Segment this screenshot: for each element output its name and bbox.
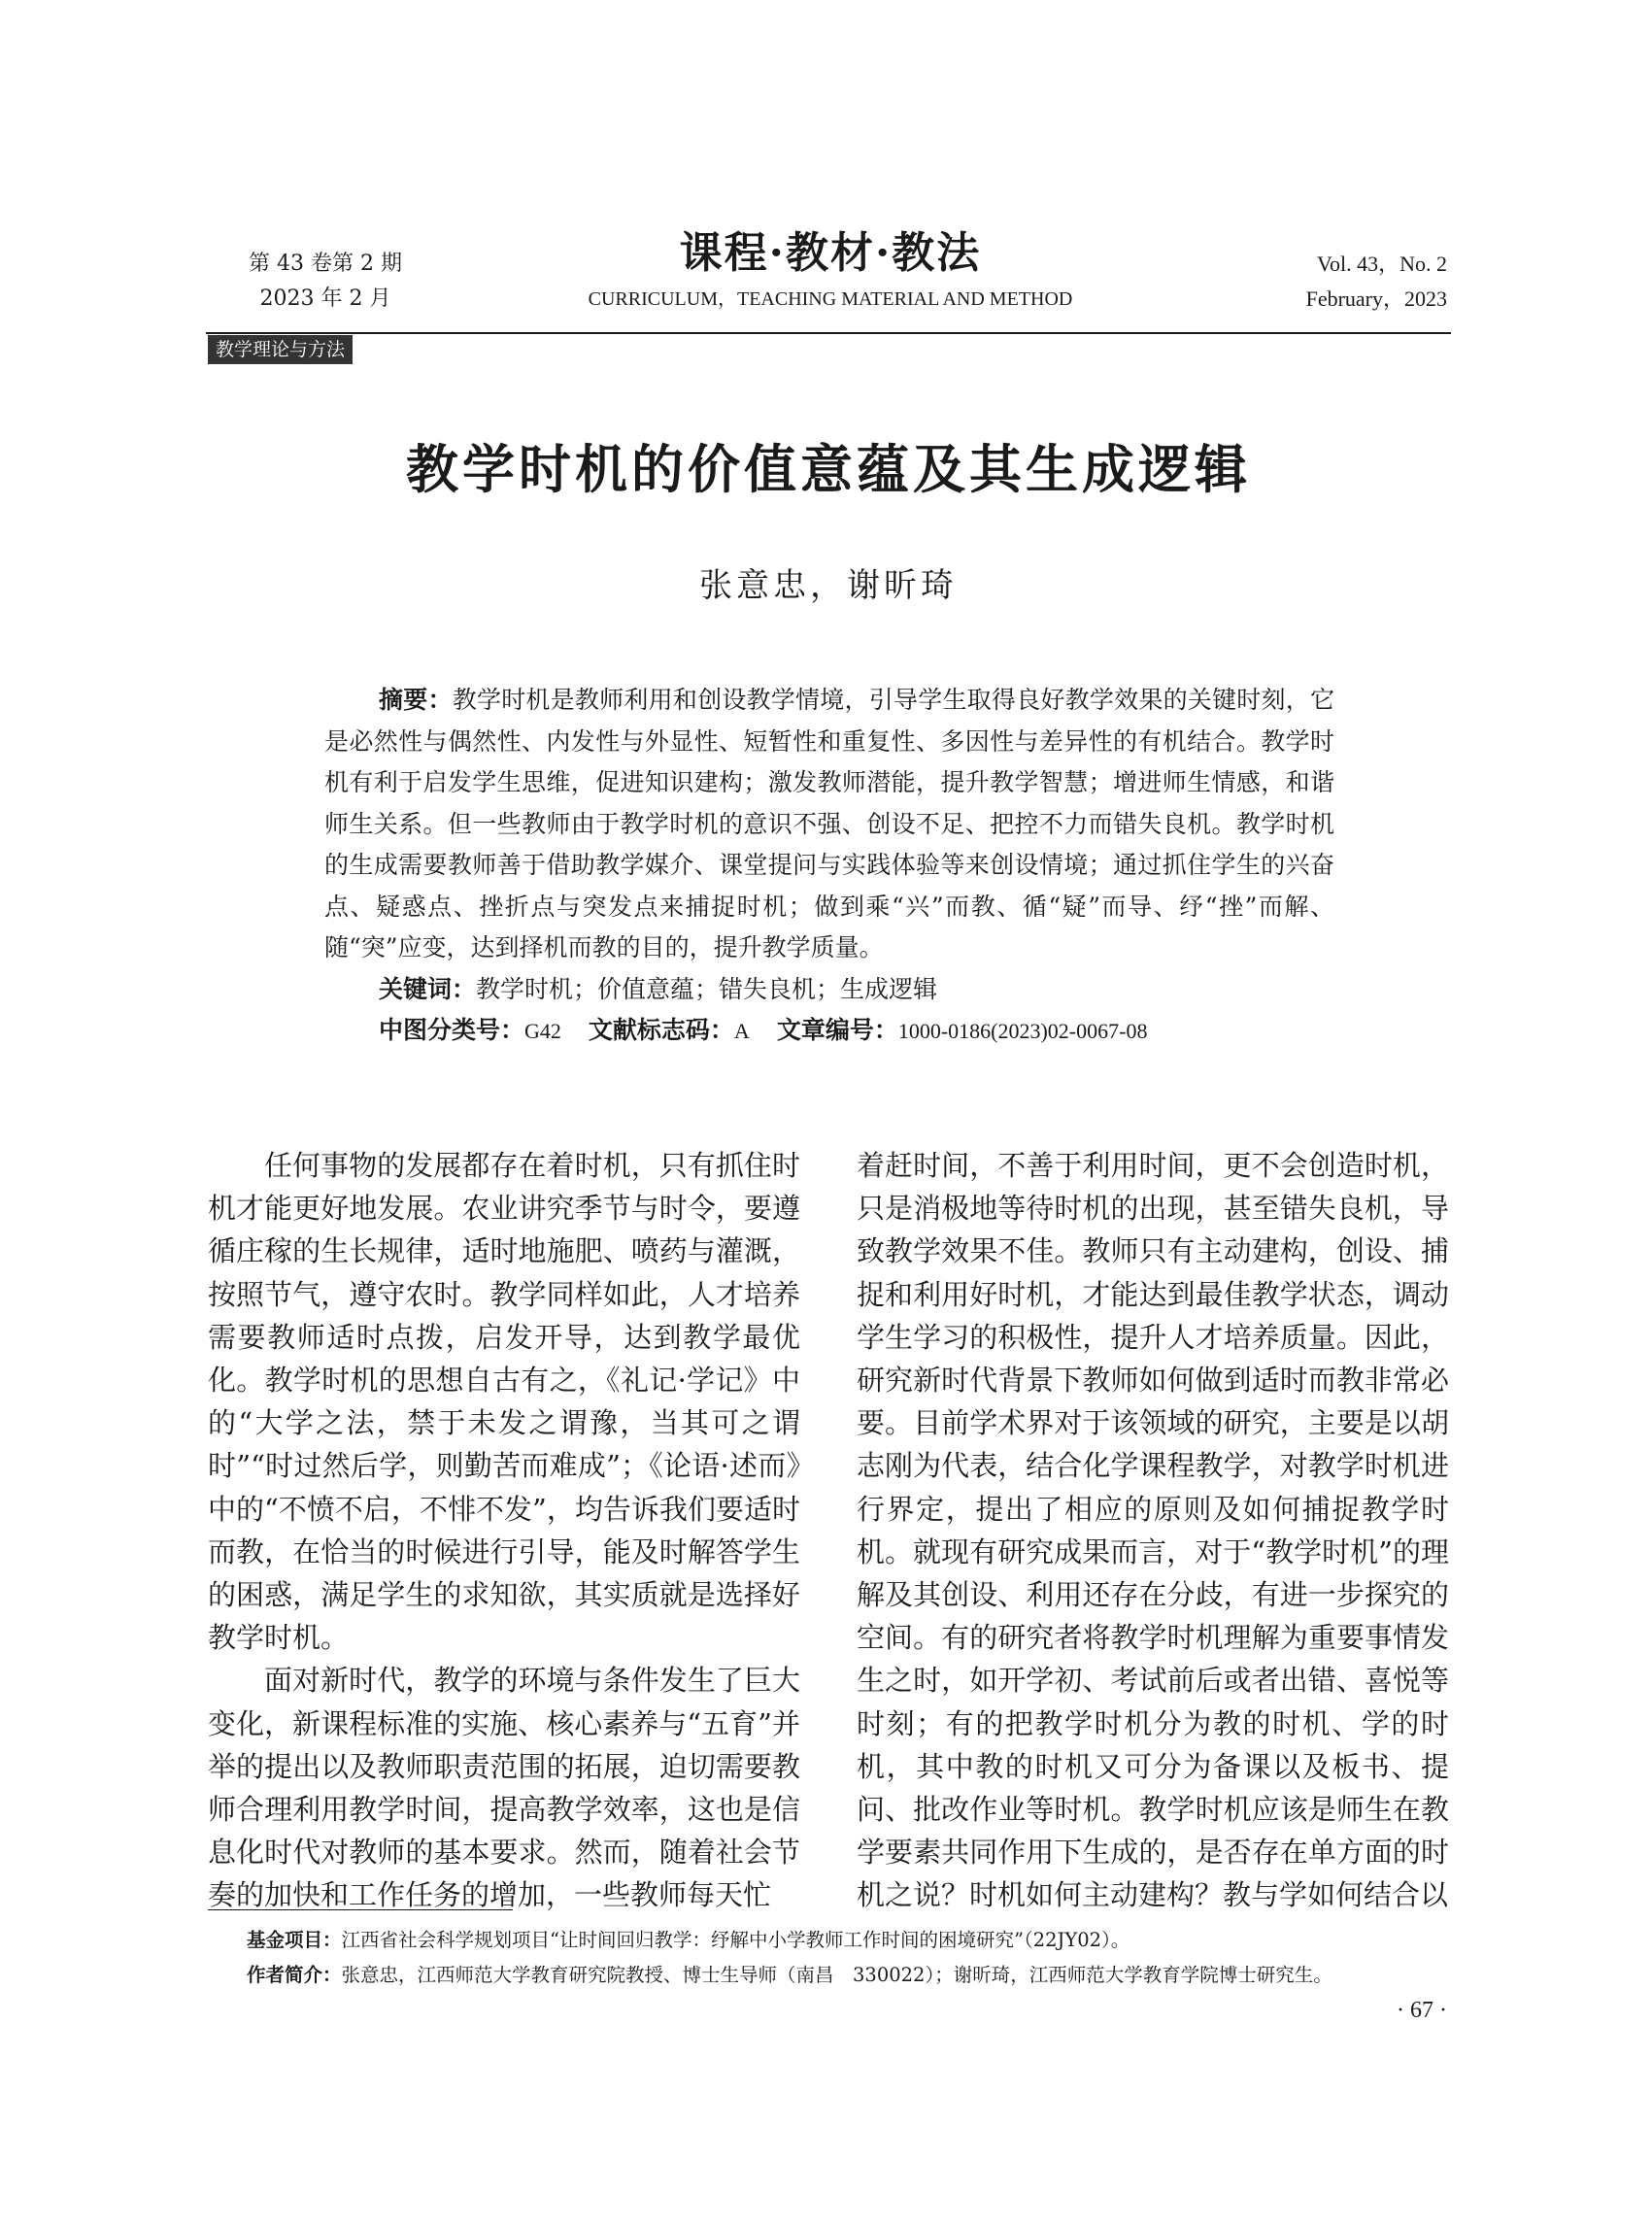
article-authors: 张意忠，谢昕琦 (699, 566, 958, 605)
author-bio-text: 张意忠，江西师范大学教育研究院教授、博士生导师（南昌 330022）；谢昕琦，江西师范大学教育学院博士研究生。 (341, 1964, 1332, 1986)
doc-code-label: 文献标志码： (588, 1016, 734, 1044)
section-tag: 教学理论与方法 (208, 335, 353, 364)
fund-label: 基金项目： (247, 1929, 342, 1951)
body-paragraph: 任何事物的发展都存在着时机，只有抓住时机才能更好地发展。农业讲究季节与时令，要遵循庄稼的生长规律，适时地施肥、喷药与灌溉，按照节气，遵守农时。教学同样如此，人才培养需要教师适时点拨，启发开导，达到教学最优化。教学时机的思想自古有之，《礼记·学记》中的“大学之法，禁于未发之谓豫，当其可之谓时”“时过然后学，则勤苦而难成”；《论语·述而》中的“不愤不启，不悱不发”，均告诉我们要适时而教，在恰当的时候进行引导，能及时解答学生的困惑，满足学生的求知欲，其实质就是选择好教学时机。 (208, 1149, 800, 1655)
date-cn: 2023 年 2 月 (259, 287, 391, 311)
doc-code-value: A (733, 1019, 750, 1043)
article-no-value: 1000-0186(2023)02-0067-08 (897, 1019, 1148, 1043)
body-column-left (208, 1144, 800, 1917)
abstract-label: 摘要： (379, 686, 453, 714)
article-no-label: 文章编号： (776, 1016, 898, 1044)
abstract-block (324, 680, 1334, 1053)
header-rule (206, 332, 1451, 334)
keywords (324, 969, 1334, 1011)
article-title: 教学时机的价值意蕴及其生成逻辑 (406, 439, 1251, 500)
abstract (324, 680, 1334, 969)
page-number: · 67 · (1397, 1998, 1447, 2023)
clc-label: 中图分类号： (379, 1016, 525, 1044)
author-bio-label: 作者简介： (247, 1964, 342, 1986)
footnotes (208, 1923, 1453, 1993)
fund-text: 江西省社会科学规划项目“让时间回归教学：纾解中小学教师工作时间的困境研究”（22JY02）。 (341, 1929, 1130, 1951)
volume-issue-cn: 第 43 卷第 2 期 (249, 252, 402, 276)
footnote-rule (208, 1909, 513, 1910)
keywords-text: 教学时机；价值意蕴；错失良机；生成逻辑 (476, 974, 938, 1003)
body-paragraph: 着赶时间，不善于利用时间，更不会创造时机，只是消极地等待时机的出现，甚至错失良机，导致教学效果不佳。教师只有主动建构，创设、捕捉和利用好时机，才能达到最佳教学状态，调动学生学习的积极性，提升人才培养质量。因此，研究新时代背景下教师如何做到适时而教非常必要。目前学术界对于该领域的研究，主要是以胡志刚为代表，结合化学课程教学，对教学时机进行界定，提出了相应的原则及如何捕捉教学时机。就现有研究成果而言，对于“教学时机”的理解及其创设、利用还存在分歧，有进一步探究的空间。有的研究者将教学时机理解为重要事情发生之时，如开学初、考试前后或者出错、喜悦等时刻；有的把教学时机分为教的时机、学的时机，其中教的时机又可分为备课以及板书、提问、批改作业等时机。教学时机应该是师生在教学要素共同作用下生成的，是否存在单方面的时机之说？时机如何主动建构？教与学如何结合以 (857, 1149, 1449, 1912)
journal-masthead (524, 227, 1136, 313)
classification (324, 1010, 1334, 1053)
journal-title-en: CURRICULUM，TEACHING MATERIAL AND METHOD (588, 288, 1073, 310)
clc-value: G42 (524, 1019, 561, 1043)
footnote-author (208, 1958, 1453, 1993)
keywords-label: 关键词： (379, 974, 477, 1003)
volume-issue-en: Vol. 43，No. 2 (1316, 252, 1447, 276)
abstract-text: 教学时机是教师利用和创设教学情境，引导学生取得良好教学效果的关键时刻，它是必然性与偶然性、内发性与外显性、短暂性和重复性、多因性与差异性的有机结合。教学时机有利于启发学生思维，促进知识建构；激发教师潜能，提升教学智慧；增进师生情感，和谐师生关系。但一些教师由于教学时机的意识不强、创设不足、把控不力而错失良机。教学时机的生成需要教师善于借助教学媒介、课堂提问与实践体验等来创设情境；通过抓住学生的兴奋点、疑惑点、挫折点与突发点来捕捉时机；做到乘“兴”而教、循“疑”而导、纾“挫”而解、随“突”应变，达到择机而教的目的，提升教学质量。 (324, 686, 1334, 961)
body-paragraph: 面对新时代，教学的环境与条件发生了巨大变化，新课程标准的实施、核心素养与“五育”并举的提出以及教师职责范围的拓展，迫切需要教师合理利用教学时间，提高教学效率，这也是信息化时代对教师的基本要求。然而，随着社会节奏的加快和工作任务的增加，一些教师每天忙 (208, 1664, 800, 1912)
date-en: February，2023 (1305, 287, 1447, 311)
body-column-right (857, 1144, 1449, 1917)
journal-title-cn: 课程·教材·教法 (679, 228, 982, 278)
header-left (223, 247, 427, 317)
header-right (1243, 247, 1447, 317)
footnote-fund (208, 1923, 1453, 1958)
